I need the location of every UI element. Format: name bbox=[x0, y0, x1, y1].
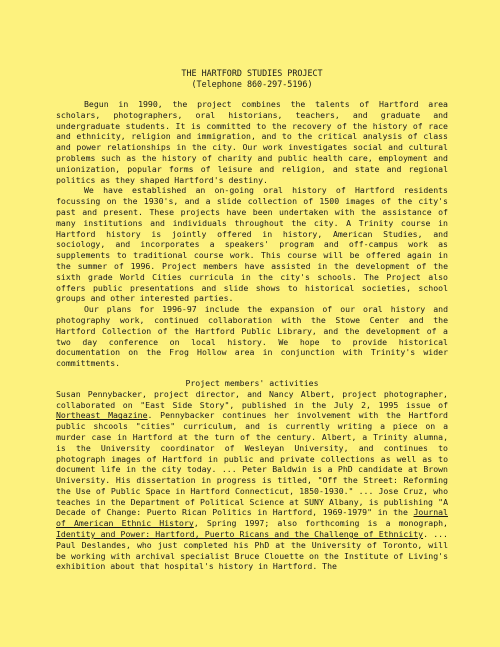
journal-title: Journal of American Ethnic History bbox=[56, 507, 448, 529]
members-text-3: , Spring 1997; also forthcoming is a monograph, bbox=[193, 518, 448, 529]
paragraph-intro: Begun in 1990, the project combines the talents of Hartford area scholars, photographers, oral historians, teachers, and graduate and undergraduate students. It is committed to the recovery of the history of race and ethnicity, religion and immigration, and to the critical analysis of class and power relationships in the city. Our work investigates social and cultural problems such as the history of charity and public health care, employment and unionization, popular forms of leisure and religion, and state and regional politics as they shaped Hartford's destiny. bbox=[56, 99, 448, 185]
members-text-4: . ... Paul Deslandes, who just completed his PhD at the University of Toronto, will be working with archival specialist Bruce Clouette on the Institute of Living's exhibition about that hospital's history in Hartford. The bbox=[56, 529, 448, 572]
members-paragraph bbox=[56, 389, 448, 573]
paragraph-plans: Our plans for 1996-97 include the expansion of our oral history and photography work, continued collaboration with the Stowe Center and the Hartford Collection of the Hartford Public Library, and the development of a two day conference on local history. We hope to provide historical documentation on the Frog Hollow area in conjunction with Trinity's wider committments. bbox=[56, 304, 448, 369]
members-heading: Project members' activities bbox=[185, 377, 319, 388]
members-text-2: . Pennybacker continues her involvement with the Hartford public shcools "cities" curriculum, and is currently writing a piece on a murder case in Hartford at the turn of the century. Albert, a Trinity alumna, is the University coordinator of Wesleyan University, and continues to photograph images of Hartford in public and private collections as well as to document life in the city today. ... Peter Baldwin is a PhD candidate at Brown University. His dissertation in progress is titled, "Off the Street: Reforming the Use of Public Space in Hartford Connecticut, 1850-1930." ... Jose Cruz, who teaches in the Department of Political Science at SUNY Albany, is publishing "A Decade of Change: Puerto Rican Politics in Hartford, 1969-1979" in the bbox=[56, 410, 448, 518]
members-text-1: Susan Pennybacker, project director, and Nancy Albert, project photographer, collaborated on "East Side Story", published in the July 2, 1995 issue of bbox=[56, 388, 448, 410]
document-title: THE HARTFORD STUDIES PROJECT bbox=[181, 68, 323, 78]
paragraph-oral-history: We have established an on-going oral history of Hartford residents focussing on the 1930's, and a slide collection of 1500 images of the city's past and present. These projects have been undertaken with the assistance of many institutions and individuals throughout the city. A Trinity course in Hartford history is jointly offered in history, American Studies, and sociology, and incorporates a speakers' program and off-campus work as supplements to traditional course work. This course will be offered again in the summer of 1996. Project members have assisted in the development of the sixth grade World Cities curricula in the city's schools. The Project also offers public presentations and slide shows to historical societies, school groups and other interested parties. bbox=[56, 185, 448, 304]
northeast-magazine-title: Northeast Magazine bbox=[56, 410, 148, 421]
monograph-title: Identity and Power: Hartford, Puerto Ricans and the Challenge of Ethnicity bbox=[56, 529, 424, 540]
telephone-line: (Telephone 860-297-5196) bbox=[191, 78, 313, 89]
